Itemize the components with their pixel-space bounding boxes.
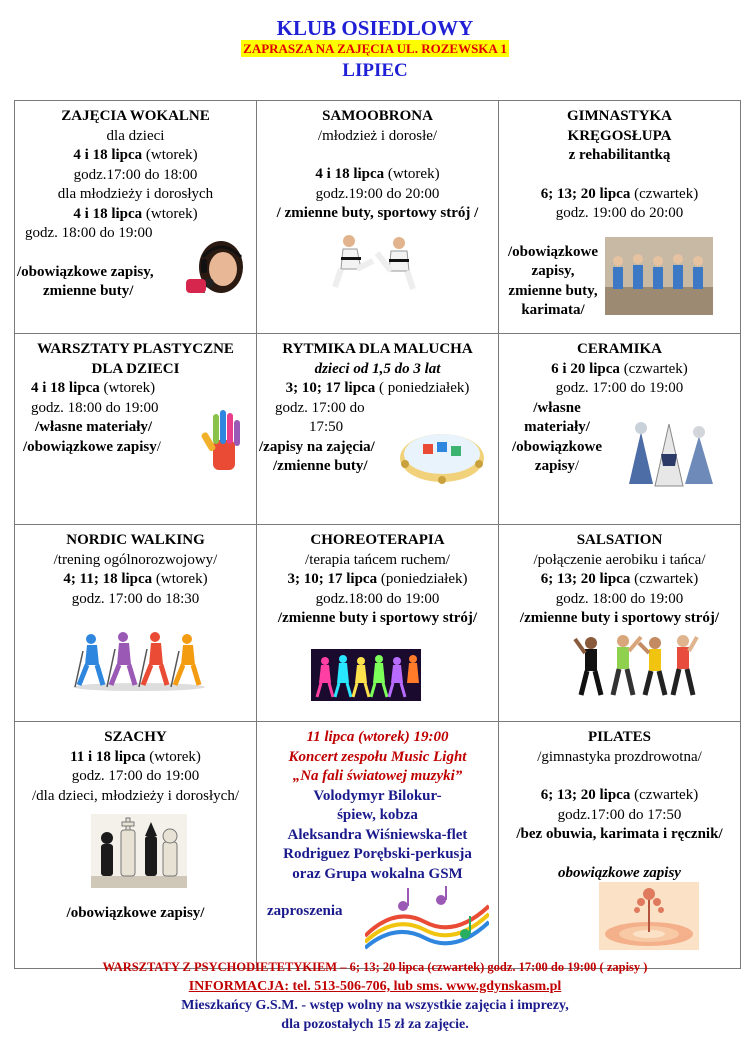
- cell-vocal: [15, 101, 257, 334]
- date-text: 6 i 20 lipca: [551, 360, 620, 377]
- cell-subtitle: z rehabilitantką: [568, 147, 671, 163]
- chess-pieces-image: [91, 814, 187, 888]
- cell-line: [501, 457, 613, 477]
- cell-line: [501, 786, 738, 806]
- ceramics-notes: [501, 399, 613, 477]
- cell-line: 17:50: [309, 419, 344, 435]
- cell-line: /własne: [533, 399, 581, 416]
- martial-arts-image: [327, 231, 427, 291]
- day-text: (wtorek): [99, 380, 156, 396]
- day-text: (czwartek): [630, 787, 699, 803]
- cell-line: [501, 360, 738, 380]
- cell-line: godz. 17:00 do 19:00: [555, 380, 684, 396]
- cell-line: godz. 18:00 do 19:00: [25, 225, 153, 241]
- date-text: 11 i 18 lipca: [70, 748, 146, 765]
- invitations-label: zaproszenia: [267, 903, 343, 919]
- cell-art-workshops: [15, 334, 257, 525]
- date-text: 4 i 18 lipca: [315, 166, 385, 182]
- cell-line: godz. 18:00 do 19:00: [31, 399, 159, 416]
- date-text: 4 i 18 lipca: [73, 147, 143, 163]
- salsation-dancers-image: [571, 633, 699, 697]
- header: [0, 16, 750, 83]
- day-text: (wtorek): [152, 571, 208, 587]
- cell-line: [17, 146, 254, 166]
- cell-title: CHOREOTERAPIA: [310, 532, 445, 548]
- cell-line: godz. 19:00 do 20:00: [555, 205, 684, 221]
- singer-image: [181, 239, 251, 295]
- cell-line: godz. 17:00 do 19:00: [71, 768, 200, 784]
- cell-line: /trening ogólnorozwojowy/: [53, 551, 218, 568]
- month-label: LIPIEC: [342, 60, 408, 81]
- cell-salsation: [499, 525, 741, 722]
- cell-line: godz.17:00 do 17:50: [557, 806, 682, 823]
- cell-line: zmienne buty/: [43, 283, 134, 299]
- performer-line: Volodymyr Bilokur-: [313, 787, 442, 804]
- contact-info[interactable]: INFORMACJA: tel. 513-506-706, lub sms. www.gdynskasm.pl: [188, 979, 562, 994]
- cell-line: obowiązkowe zapisy: [558, 864, 681, 881]
- cell-line: /obowiązkowe zapisy/: [66, 905, 205, 921]
- cell-line: [259, 165, 496, 185]
- cell-line: godz. 17:00 do: [275, 399, 365, 416]
- day-text: (czwartek): [630, 571, 699, 587]
- cell-line: /bez obuwia, karimata i ręcznik/: [516, 826, 723, 842]
- cell-title: SZACHY: [104, 729, 167, 745]
- cell-line: [17, 379, 254, 399]
- cell-nordic-walking: [15, 525, 257, 722]
- performer-line: oraz Grupa wokalna GSM: [292, 865, 463, 882]
- pilates-image: [599, 882, 699, 950]
- performer-line: śpiew, kobza: [337, 807, 418, 823]
- cell-ceramics: [499, 334, 741, 525]
- cell-line: /terapia tańcem ruchem/: [305, 551, 450, 568]
- cell-selfdefense: [257, 101, 499, 334]
- tambourine-image: [397, 426, 487, 484]
- day-text: ( poniedziałek): [375, 380, 470, 396]
- notes-text: /obowiązkowe zapisy: [23, 438, 157, 455]
- notes-text: zapisy: [534, 458, 575, 474]
- day-text: (czwartek): [619, 360, 688, 377]
- cell-line: dzieci od 1,5 do 3 lat: [314, 360, 441, 377]
- cell-line: /zapisy na zajęcia/: [259, 438, 375, 455]
- cell-line: /dla dzieci, młodzieży i dorosłych/: [31, 787, 240, 804]
- page-title: KLUB OSIEDLOWY: [276, 16, 474, 40]
- date-text: 4 i 18 lipca: [73, 205, 143, 222]
- date-text: 6; 13; 20 lipca: [540, 571, 631, 587]
- cell-line: [501, 570, 738, 590]
- cell-line: /obowiązkowe: [508, 243, 598, 260]
- cell-title: DLA DZIECI: [91, 360, 180, 377]
- cell-title: GIMNASTYKA: [566, 108, 672, 124]
- notes-suffix: /: [574, 458, 580, 474]
- concert-title: Koncert zespołu Music Light: [288, 748, 467, 765]
- cell-title: CERAMIKA: [577, 341, 662, 357]
- date-text: 4 i 18 lipca: [31, 380, 100, 396]
- cell-line: /zmienne buty i sportowy strój/: [519, 610, 720, 626]
- cell-line: /gimnastyka prozdrowotna/: [537, 748, 702, 765]
- cell-line: materiały/: [524, 419, 590, 435]
- day-text: (poniedziałek): [377, 571, 468, 587]
- cell-line: [259, 570, 496, 590]
- page-subtitle: ZAPRASZA NA ZAJĘCIA UL. ROZEWSKA 1: [243, 41, 507, 56]
- date-text: 3; 10; 17 lipca: [285, 380, 376, 396]
- music-notes-image: [365, 886, 489, 952]
- day-text: (wtorek): [145, 748, 201, 765]
- workshop-notice: WARSZTATY Z PSYCHODIETETYKIEM – 6; 13; 20 lipca (czwartek) godz. 17:00 do 19:00 ( zapisy ): [102, 960, 648, 974]
- cell-title: RYTMIKA DLA MALUCHA: [282, 341, 473, 357]
- cell-title: NORDIC WALKING: [66, 532, 205, 548]
- cell-title: PILATES: [587, 729, 652, 745]
- date-text: 3; 10; 17 lipca: [287, 571, 378, 587]
- date-text: 4; 11; 18 lipca: [63, 571, 153, 587]
- cell-line: dla młodzieży i dorosłych: [57, 186, 214, 202]
- cell-pilates: [499, 722, 741, 969]
- cell-line: /zmienne buty/: [273, 458, 368, 474]
- cell-line: godz.19:00 do 20:00: [315, 185, 440, 202]
- cell-title: SAMOOBRONA: [322, 108, 433, 124]
- cell-line: [17, 205, 254, 225]
- date-text: 6; 13; 20 lipca: [540, 185, 631, 202]
- cell-line: [17, 748, 254, 768]
- performer-line: Rodriguez Porębski-perkusja: [283, 846, 472, 862]
- cell-line: godz.17:00 do 18:00: [73, 166, 198, 183]
- concert-subtitle: „Na fali światowej muzyki”: [292, 768, 463, 784]
- day-text: (wtorek): [142, 147, 198, 163]
- cell-line: zapisy,: [531, 263, 575, 279]
- day-text: (wtorek): [142, 205, 198, 222]
- cell-line: /własne materiały/: [35, 419, 153, 435]
- cell-title: KRĘGOSŁUPA: [567, 127, 672, 144]
- day-text: (wtorek): [384, 166, 440, 182]
- spine-notes: [501, 243, 605, 321]
- cell-line: / zmienne buty, sportowy strój /: [276, 205, 479, 221]
- cell-title: WARSZTATY PLASTYCZNE: [37, 341, 234, 357]
- day-text: (czwartek): [630, 185, 699, 202]
- notes-suffix: /: [156, 438, 161, 455]
- cell-line: godz.18:00 do 19:00: [315, 590, 440, 607]
- cell-line: karimata/: [521, 302, 585, 318]
- cell-line: /obowiązkowe: [512, 438, 602, 455]
- footer: [0, 958, 750, 1034]
- fee-info: dla pozostałych 15 zł za zajęcie.: [281, 1017, 469, 1032]
- nordic-walkers-image: [69, 629, 209, 693]
- cell-line: [501, 185, 738, 205]
- cell-line: /obowiązkowe zapisy,: [17, 263, 154, 280]
- cell-line: /zmienne buty i sportowy strój/: [277, 610, 478, 626]
- cell-line: /młodzież i dorosłe/: [317, 127, 438, 144]
- ceramics-image: [619, 414, 719, 490]
- cell-concert: [257, 722, 499, 969]
- cell-line: /połączenie aerobiku i tańca/: [533, 551, 706, 568]
- concert-date: 11 lipca (wtorek) 19:00: [306, 729, 449, 745]
- cell-spine-gymnastics: [499, 101, 741, 334]
- date-text: 6; 13; 20 lipca: [540, 787, 631, 803]
- cell-line: [17, 570, 254, 590]
- cell-choreotherapy: [257, 525, 499, 722]
- painted-hand-image: [201, 410, 245, 472]
- cell-rhythm: [257, 334, 499, 525]
- cell-title: ZAJĘCIA WOKALNE: [61, 108, 210, 124]
- cell-title: SALSATION: [576, 532, 663, 548]
- cell-line: godz. 17:00 do 18:30: [71, 590, 200, 607]
- performer-line: Aleksandra Wiśniewska-flet: [287, 826, 468, 843]
- entry-info: Mieszkańcy G.S.M. - wstęp wolny na wszystkie zajęcia i imprezy,: [181, 998, 569, 1013]
- gym-class-image: [605, 237, 713, 315]
- cell-line: [259, 379, 496, 399]
- cell-line: dla dzieci: [106, 127, 165, 144]
- dancers-image: [311, 649, 421, 701]
- schedule-table: [14, 100, 741, 969]
- cell-line: godz. 18:00 do 19:00: [555, 590, 684, 607]
- cell-line: zmienne buty,: [508, 282, 598, 299]
- cell-chess: [15, 722, 257, 969]
